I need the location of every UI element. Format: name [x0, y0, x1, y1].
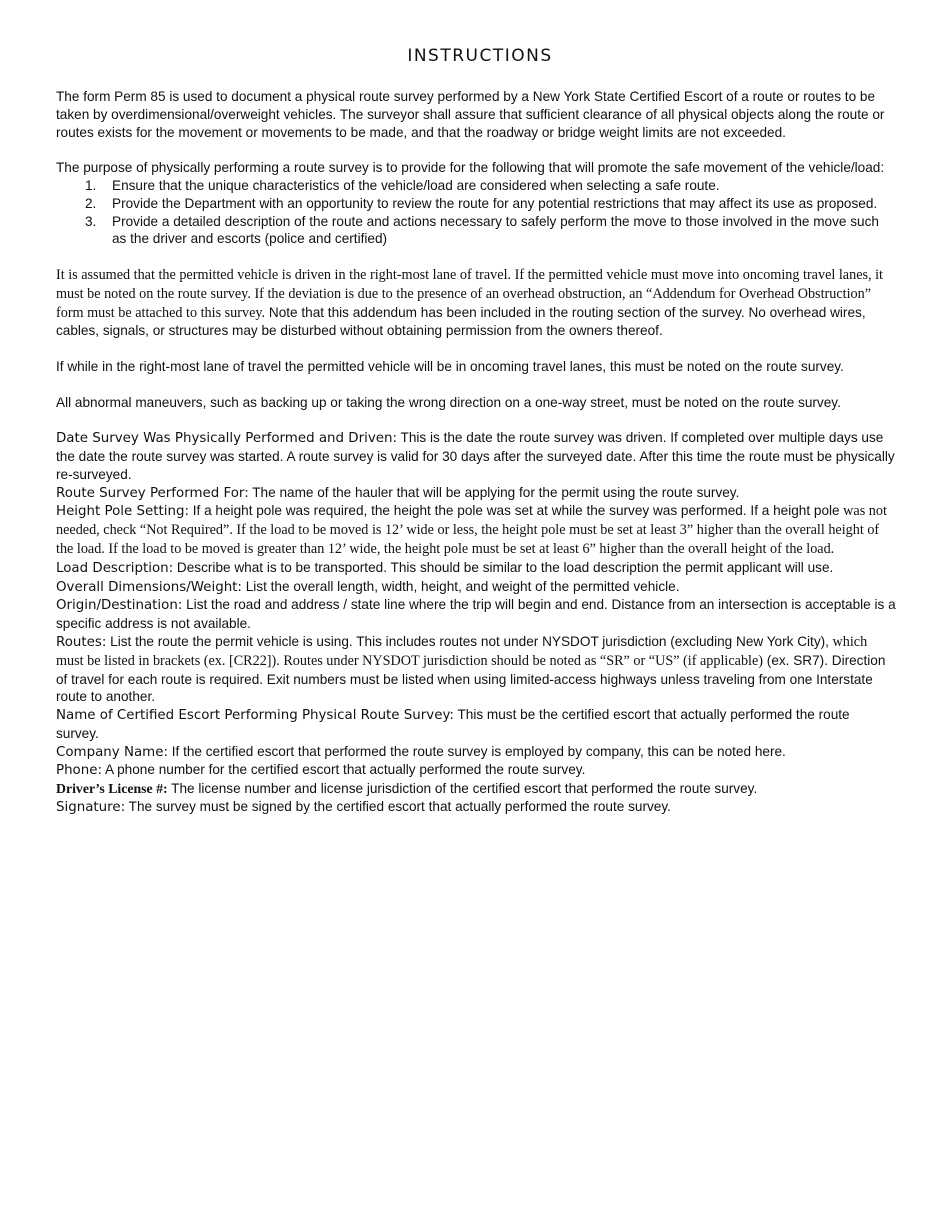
purpose-lead: The purpose of physically performing a route survey is to provide for the following that will promote the safe movement of the vehicle/load: — [56, 160, 885, 176]
field-routes: Routes: List the route the permit vehicle is using. This includes routes not under NYSDOT jurisdiction (excluding New York City), which must be listed in brackets (ex. [CR22]). Routes under NYSDOT jurisdiction should be noted as “SR” or “US” (if applicable) (ex. SR7). Direction of travel for each route is required. Exit numbers must be listed when using limited-access highways unless traveling from one Interstate route to another. — [56, 633, 886, 705]
field-company: Company Name: If the certified escort that performed the route survey is employed by company, this can be noted here. — [56, 743, 786, 760]
field-license: Driver’s License #: The license number and license jurisdiction of the certified escort that performed the route survey. — [56, 781, 758, 797]
list-item: 1. Ensure that the unique characteristics of the vehicle/load are considered when selecting a safe route. — [85, 177, 720, 193]
purpose-list — [56, 177, 896, 248]
field-phone: Phone: A phone number for the certified escort that actually performed the route survey. — [56, 762, 586, 779]
page-title: INSTRUCTIONS — [407, 46, 553, 66]
field-dimensions: Overall Dimensions/Weight: List the overall length, width, height, and weight of the permitted vehicle. — [56, 578, 680, 595]
field-height-pole: Height Pole Setting: If a height pole was required, the height the pole was set at while the survey was performed. If a height pole was not needed, check “Not Required”. If the load to be moved is 12’ wide or less, the height pole must be set at least 3” higher than the overall height of the load. If the load to be moved is greater than 12’ wide, the height pole must be set at least 6” higher than the overall height of the load. — [56, 503, 887, 557]
oncoming-paragraph: If while in the right-most lane of travel the permitted vehicle will be in oncoming travel lanes, this must be noted on the route survey. — [56, 358, 844, 374]
field-signature: Signature: The survey must be signed by the certified escort that actually performed the route survey. — [56, 799, 671, 816]
list-item: 2. Provide the Department with an opportunity to review the route for any potential restrictions that may affect its use as proposed. — [85, 195, 878, 211]
list-item: 3. Provide a detailed description of the route and actions necessary to safely perform the move to those involved in the move such as the driver and escorts (police and certified) — [85, 213, 879, 247]
field-origin: Origin/Destination: List the road and address / state line where the trip will begin and end. Distance from an intersection is acceptable is a specific address is not available. — [56, 597, 896, 632]
field-date: Date Survey Was Physically Performed and Driven: This is the date the route survey was driven. If completed over multiple days use the date the route survey was started. A route survey is valid for 30 days after the surveyed date. After this time the route must be physically re-surveyed. — [56, 430, 895, 482]
field-load-description: Load Description: Describe what is to be transported. This should be similar to the load description the permit applicant will use. — [56, 559, 834, 576]
field-performed-for: Route Survey Performed For: The name of the hauler that will be applying for the permit using the route survey. — [56, 484, 740, 501]
intro-paragraph: The form Perm 85 is used to document a physical route survey performed by a New York State Certified Escort of a route or routes to be taken by overdimensional/overweight vehicles. The surveyor shall assure that sufficient clearance of all physical objects along the route or routes exists for the movement or movements to be made, and that the roadway or bridge weight limits are not exceeded. — [56, 89, 885, 140]
field-escort-name: Name of Certified Escort Performing Physical Route Survey: This must be the certified escort that actually performed the route survey. — [56, 707, 850, 741]
instructions-page — [56, 46, 896, 817]
abnormal-paragraph: All abnormal maneuvers, such as backing up or taking the wrong direction on a one-way street, must be noted on the route survey. — [56, 394, 841, 410]
lane-paragraph: It is assumed that the permitted vehicle is driven in the right-most lane of travel. If the permitted vehicle must move into oncoming travel lanes, it must be noted on the route survey. If the deviation is due to the presence of an overhead obstruction, an “Addendum for Overhead Obstruction” form must be attached to this survey. Note that this addendum has been included in the routing section of the survey. No overhead wires, cables, signals, or structures may be disturbed without obtaining permission from the owners thereof. — [56, 266, 883, 339]
